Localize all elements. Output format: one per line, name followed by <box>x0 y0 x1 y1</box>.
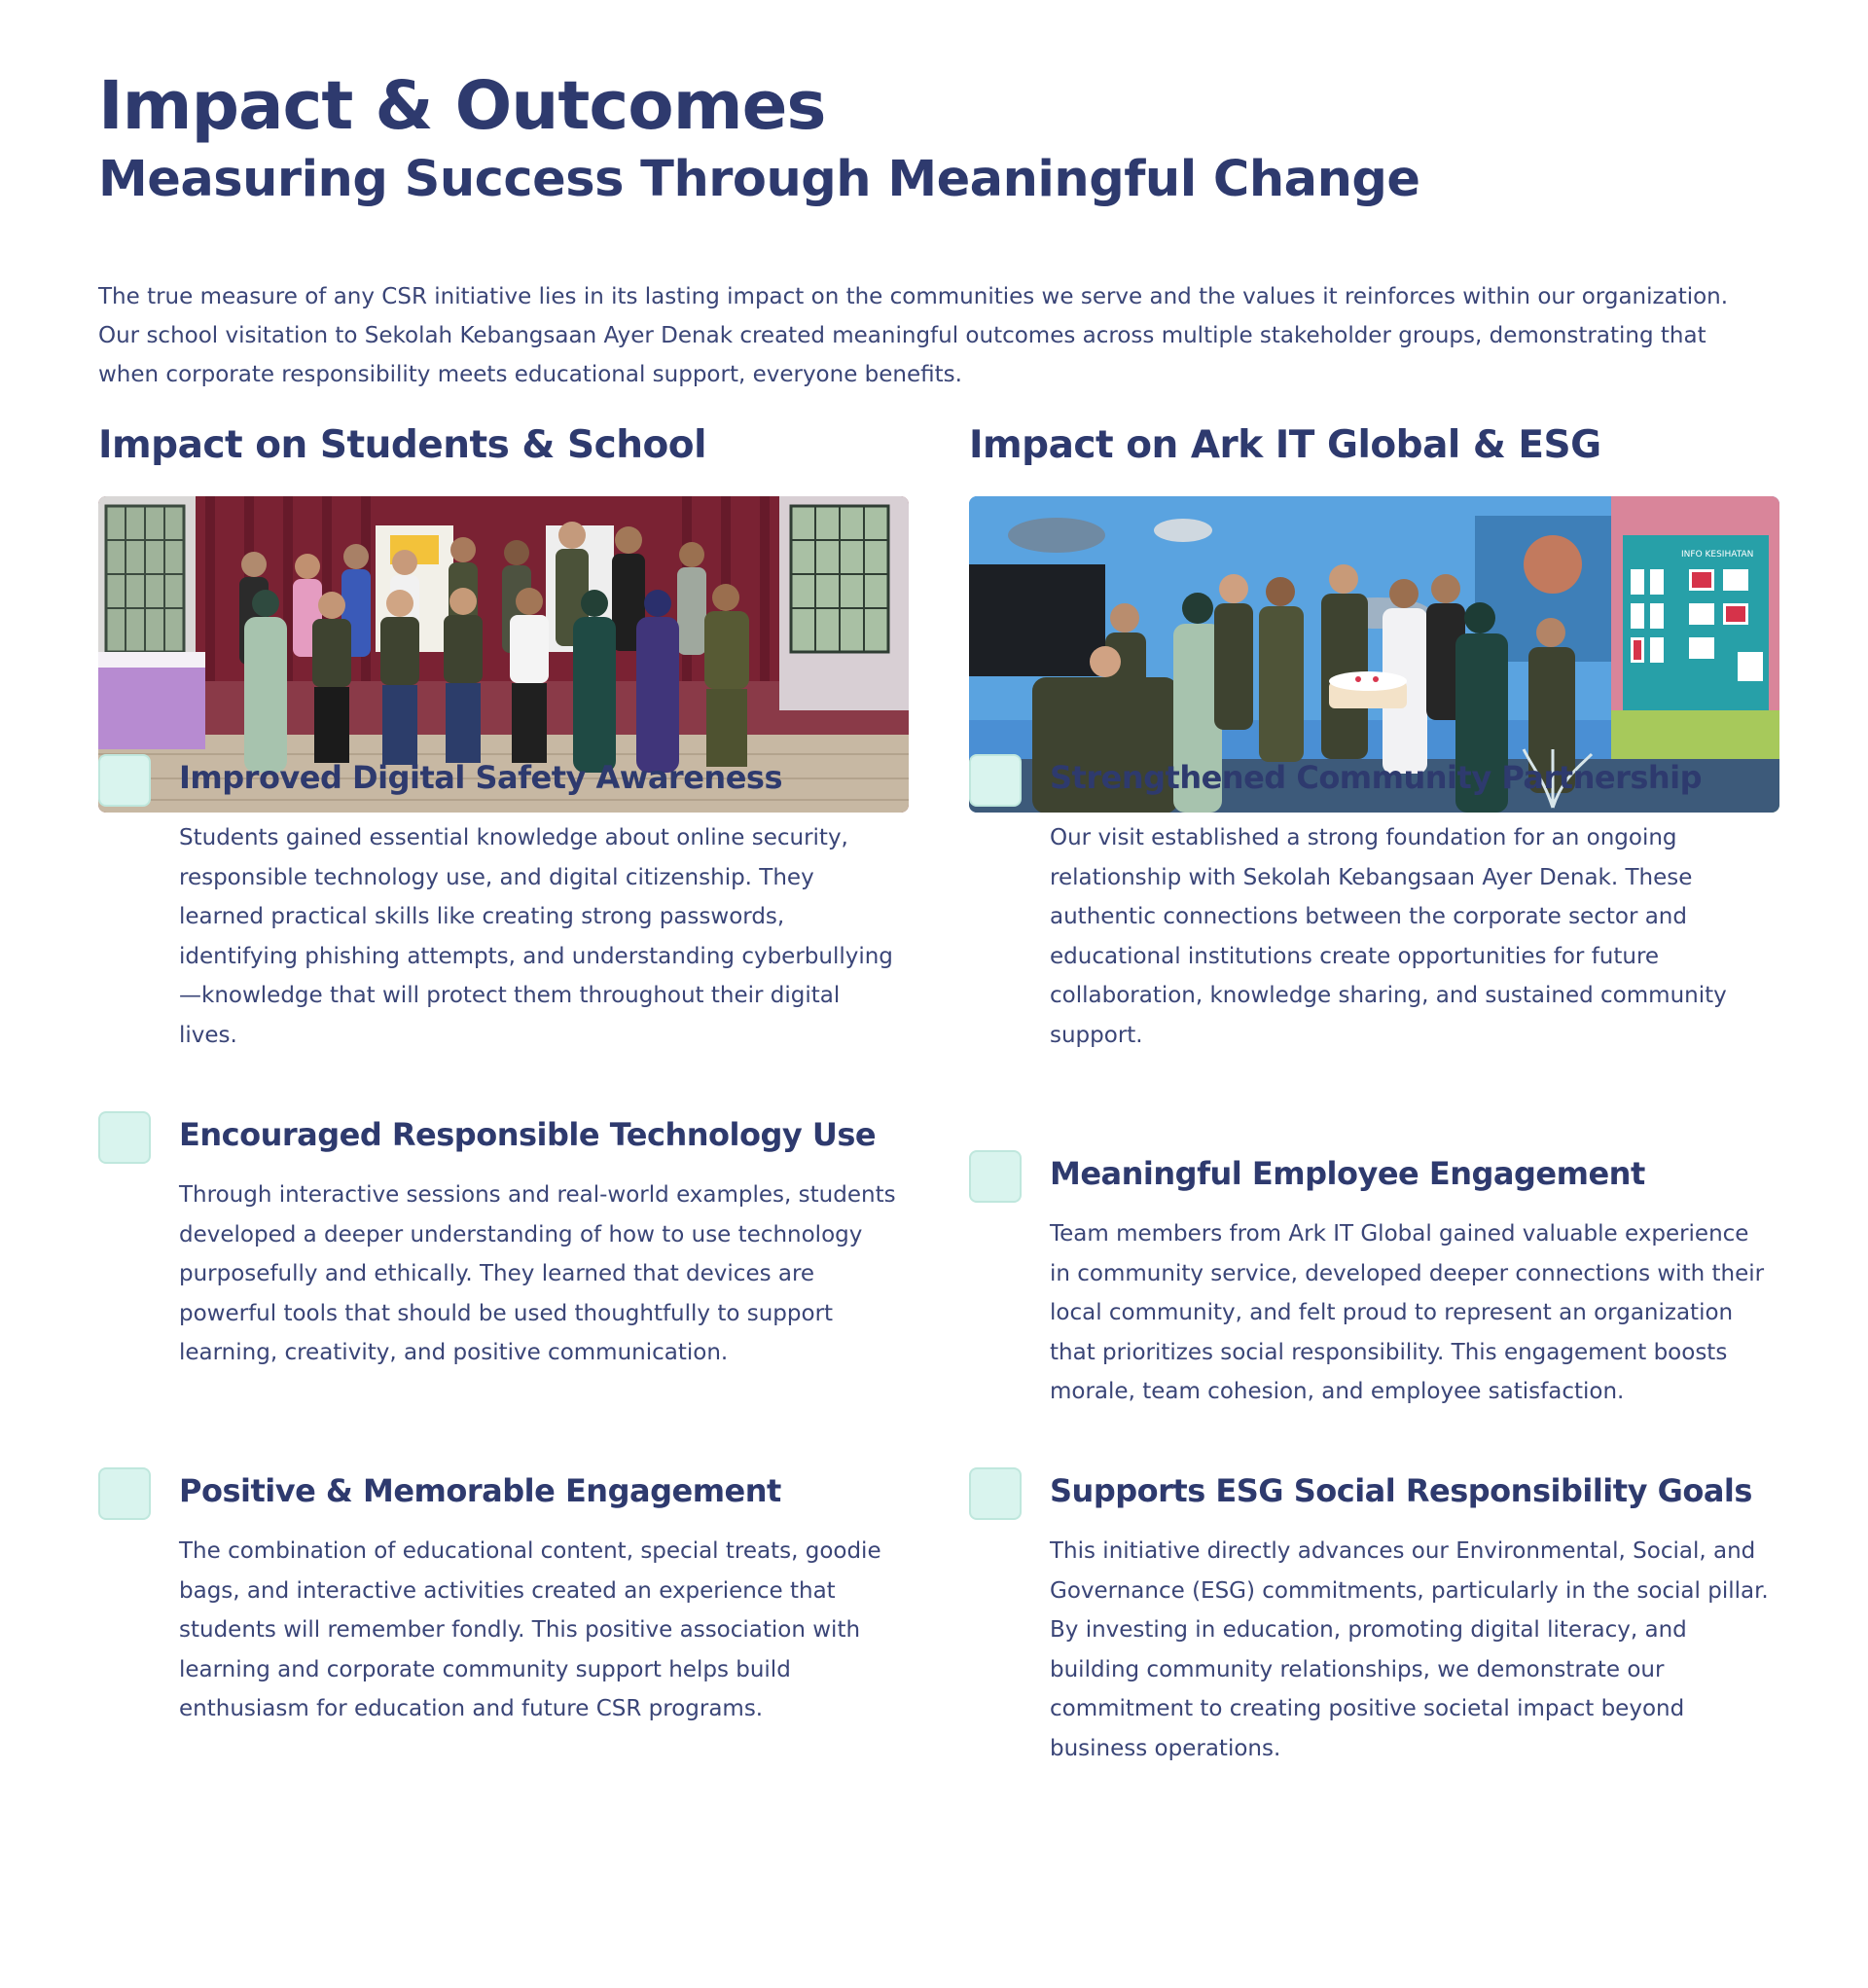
item-badge <box>98 1111 151 1164</box>
page-subtitle: Measuring Success Through Meaningful Change <box>98 151 1420 208</box>
column-title-students: Impact on Students & School <box>98 423 706 467</box>
item-text: The combination of educational content, special treats, goodie bags, and interactive activities created an experience that students will remember fondly. This positive association with learning and corporate community support helps build enthusiasm for education and future CSR programs. <box>179 1538 881 1722</box>
item-title: Encouraged Responsible Technology Use <box>179 1116 877 1153</box>
students-school-column <box>98 418 909 1722</box>
item-title: Supports ESG Social Responsibility Goals <box>1050 1472 1752 1509</box>
noticeboard-label: INFO KESIHATAN <box>1681 550 1754 560</box>
page-title: Impact & Outcomes <box>98 67 826 145</box>
item-title: Improved Digital Safety Awareness <box>179 759 782 796</box>
item-text: Through interactive sessions and real-world examples, students developed a deeper understanding of how to use technology purposefully and ethically. They learned that devices are powerful tools that should be used thoughtfully to support learning, creativity, and positive communication. <box>179 1182 896 1366</box>
item-title: Strengthened Community Partnership <box>1050 759 1703 796</box>
item-body <box>179 754 909 1056</box>
item-title: Positive & Memorable Engagement <box>179 1472 781 1509</box>
item-badge <box>969 754 1022 807</box>
item-text: Students gained essential knowledge about online security, responsible technology use, and digital citizenship. They learned practical skills like creating strong passwords, identifying phishing attempts, and understanding cyberbullying—knowledge that will protect them throughout their digital lives. <box>179 825 893 1048</box>
item-badge <box>98 1467 151 1520</box>
ark-it-esg-column <box>969 418 1779 1761</box>
item-body <box>1050 754 1779 1056</box>
item-text: Team members from Ark IT Global gained valuable experience in community service, developed deeper connections with their local community, and felt proud to represent an organization that prioritizes social responsibility. This engagement boosts morale, team cohesion, and employee satisfaction. <box>1050 1221 1765 1405</box>
item-body <box>179 1467 909 1729</box>
item-badge <box>969 1467 1022 1520</box>
item-body <box>179 1111 909 1373</box>
column-title-ark-it: Impact on Ark IT Global & ESG <box>969 423 1601 467</box>
item-body <box>1050 1150 1779 1412</box>
item-title: Meaningful Employee Engagement <box>1050 1155 1645 1192</box>
item-badge <box>969 1150 1022 1203</box>
item-text: This initiative directly advances our Environmental, Social, and Governance (ESG) commitments, particularly in the social pillar. By investing in education, promoting digital literacy, and building community relationships, we demonstrate our commitment to creating positive societal impact beyond business operations. <box>1050 1538 1769 1761</box>
item-body <box>1050 1467 1779 1769</box>
item-badge <box>98 754 151 807</box>
intro-paragraph: The true measure of any CSR initiative lies in its lasting impact on the communities we serve and the values it reinforces within our organization. Our school visitation to Sekolah Kebangsaan Ayer Denak created meaningful outcomes across multiple stakeholder groups, demonstrating that when corporate responsibility meets educational support, everyone benefits. <box>98 284 1729 387</box>
item-text: Our visit established a strong foundation for an ongoing relationship with Sekolah Kebangsaan Ayer Denak. These authentic connections between the corporate sector and educational institutions create opportunities for future collaboration, knowledge sharing, and sustained community support. <box>1050 825 1727 1048</box>
